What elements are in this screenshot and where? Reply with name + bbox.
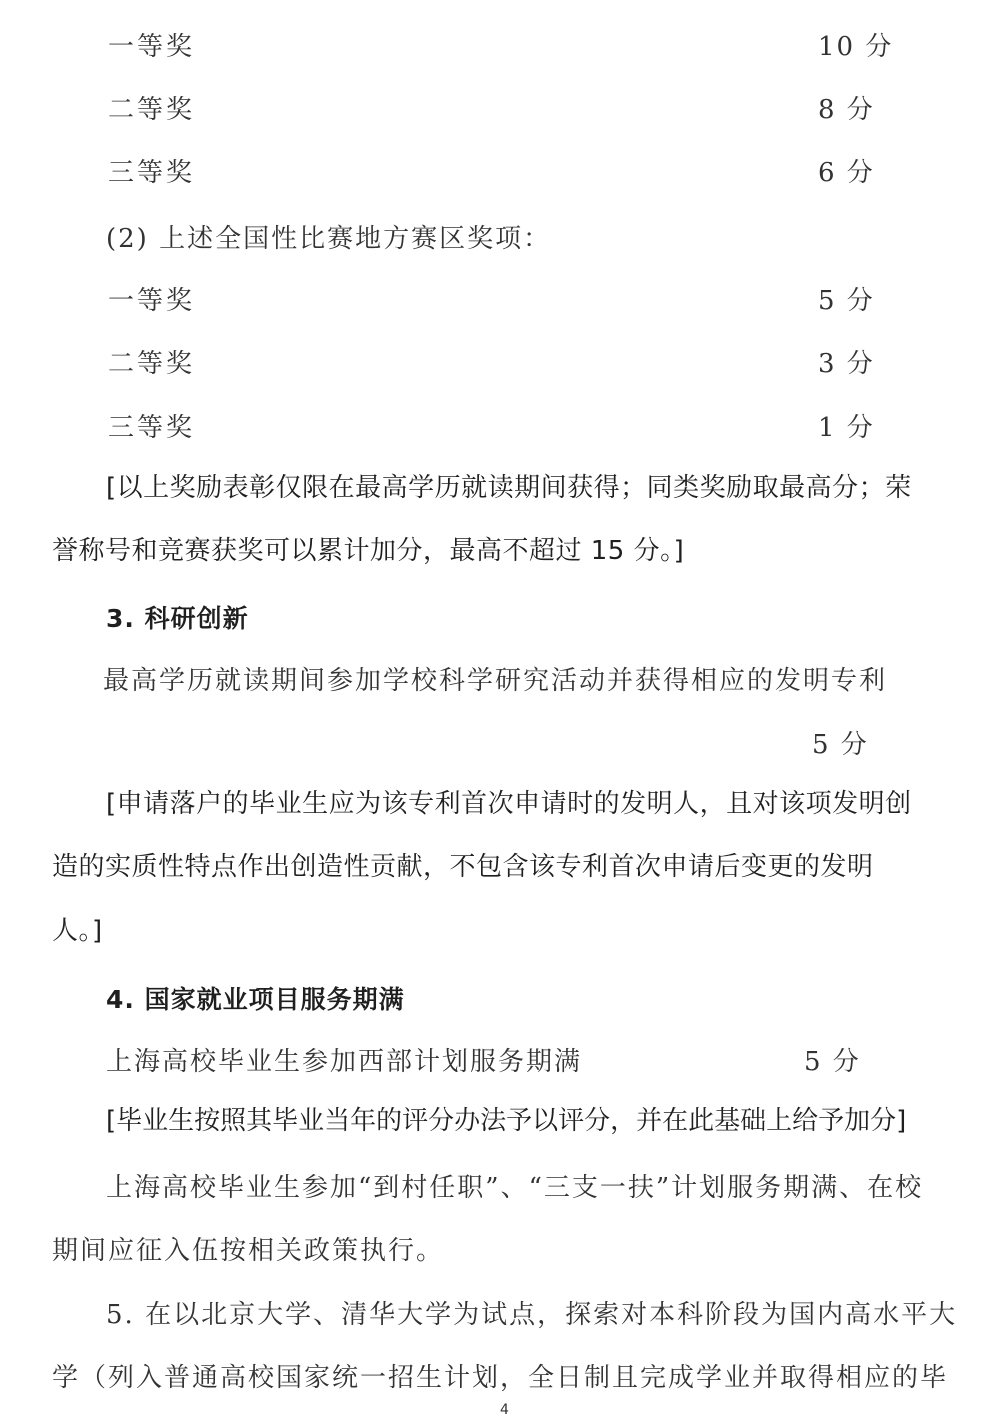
award-points: 1 分 — [818, 413, 875, 443]
regional-heading: (2) 上述全国性比赛地方赛区奖项： — [106, 224, 552, 254]
award-label: 一等奖 — [108, 286, 196, 316]
section4-points: 5 分 — [804, 1047, 861, 1077]
award-points: 3 分 — [818, 349, 875, 379]
section3-note-line3: 人。] — [52, 916, 103, 946]
section4-para-line1: 上海高校毕业生参加“到村任职”、“三支一扶”计划服务期满、在校 — [106, 1173, 924, 1203]
section3-note-line2: 造的实质性特点作出创造性贡献，不包含该专利首次申请后变更的发明 — [52, 852, 874, 882]
page-number: 4 — [500, 1402, 509, 1418]
section4-item: 上海高校毕业生参加西部计划服务期满 — [106, 1047, 583, 1077]
section4-para-line2: 期间应征入伍按相关政策执行。 — [52, 1236, 445, 1266]
note-awards-line1: [以上奖励表彰仅限在最高学历就读期间获得；同类奖励取最高分；荣 — [106, 473, 912, 503]
section4-title: 4. 国家就业项目服务期满 — [106, 985, 405, 1014]
award-label: 三等奖 — [108, 413, 196, 443]
section5-line1: 5. 在以北京大学、清华大学为试点，探索对本科阶段为国内高水平大 — [106, 1300, 958, 1330]
award-label: 二等奖 — [108, 349, 196, 379]
section5-line2: 学（列入普通高校国家统一招生计划，全日制且完成学业并取得相应的毕 — [52, 1363, 949, 1393]
note-awards-line2: 誉称号和竞赛获奖可以累计加分，最高不超过 15 分。] — [52, 536, 685, 566]
section3-points: 5 分 — [812, 730, 869, 760]
section3-item: 最高学历就读期间参加学校科学研究活动并获得相应的发明专利 — [103, 666, 888, 696]
section3-note-line1: [申请落户的毕业生应为该专利首次申请时的发明人，且对该项发明创 — [106, 789, 912, 819]
award-label: 三等奖 — [108, 158, 196, 188]
award-label: 二等奖 — [108, 95, 196, 125]
award-points: 8 分 — [818, 95, 875, 125]
award-points: 10 分 — [818, 32, 894, 62]
award-label: 一等奖 — [108, 32, 196, 62]
section4-note: [毕业生按照其毕业当年的评分办法予以评分，并在此基础上给予加分] — [106, 1106, 907, 1136]
section3-title: 3. 科研创新 — [106, 604, 249, 633]
award-points: 5 分 — [818, 286, 875, 316]
award-points: 6 分 — [818, 158, 875, 188]
